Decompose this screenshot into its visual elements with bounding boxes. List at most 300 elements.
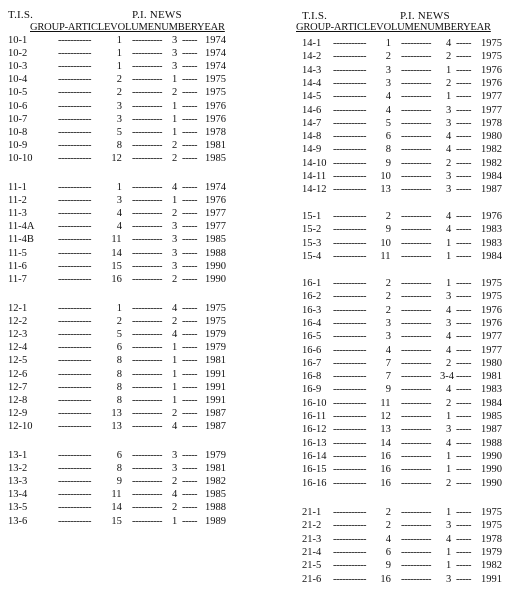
leader-dots: ----- bbox=[182, 260, 197, 272]
year-cell: 1985 bbox=[205, 152, 226, 164]
leader-dots: ---------- bbox=[132, 234, 162, 246]
leader-dots: ---------- bbox=[132, 355, 162, 367]
leader-dots: ---------- bbox=[401, 304, 431, 316]
leader-dots: ----------- bbox=[58, 208, 91, 220]
leader-dots: ----------- bbox=[58, 316, 91, 328]
leader-dots: ---------- bbox=[132, 74, 162, 86]
group-article-cell: 12-2 bbox=[8, 316, 28, 328]
year-cell: 1976 bbox=[205, 100, 226, 112]
number-cell: 3 bbox=[172, 260, 178, 272]
leader-dots: ----- bbox=[182, 48, 197, 60]
year-cell: 1991 bbox=[205, 381, 226, 393]
leader-dots: ----------- bbox=[333, 278, 366, 289]
leader-dots: ----- bbox=[182, 394, 197, 406]
number-cell: 3 bbox=[446, 424, 452, 436]
leader-dots: ----- bbox=[182, 502, 197, 514]
leader-dots: ----------- bbox=[58, 515, 91, 527]
volume-cell: 2 bbox=[385, 507, 391, 518]
leader-dots: ---------- bbox=[132, 450, 162, 461]
year-cell: 1975 bbox=[481, 51, 502, 63]
volume-cell: 5 bbox=[116, 126, 122, 138]
leader-dots: ---------- bbox=[132, 329, 162, 341]
leader-dots: ---------- bbox=[401, 278, 431, 289]
leader-dots: ----------- bbox=[333, 157, 366, 169]
number-cell: 1 bbox=[446, 546, 452, 558]
leader-dots: ---------- bbox=[401, 357, 431, 369]
leader-dots: ---------- bbox=[401, 317, 431, 329]
volume-cell: 13 bbox=[380, 424, 391, 436]
group-article-cell: 12-3 bbox=[8, 329, 28, 341]
leader-dots: ----- bbox=[456, 546, 471, 558]
number-cell: 3 bbox=[446, 317, 452, 329]
group-article-cell: 16-15 bbox=[302, 464, 327, 476]
group-article-cell: 10-9 bbox=[8, 139, 28, 151]
leader-dots: ----------- bbox=[58, 61, 91, 73]
leader-dots: ----------- bbox=[58, 381, 91, 393]
number-cell: 1 bbox=[172, 74, 178, 86]
number-cell: 2 bbox=[446, 477, 452, 489]
volume-cell: 14 bbox=[111, 247, 122, 259]
leader-dots: ----- bbox=[182, 381, 197, 393]
group-article-cell: 12-7 bbox=[8, 381, 28, 393]
number-cell: 2 bbox=[446, 397, 452, 409]
leader-dots: ----- bbox=[456, 38, 471, 49]
volume-cell: 1 bbox=[116, 182, 122, 193]
year-cell: 1976 bbox=[481, 211, 502, 222]
leader-dots: ----------- bbox=[333, 344, 366, 356]
group-article-cell: 14-12 bbox=[302, 184, 327, 196]
leader-dots: ---------- bbox=[401, 184, 431, 196]
volume-cell: 7 bbox=[385, 357, 391, 369]
leader-dots: ----- bbox=[456, 450, 471, 462]
leader-dots: ----- bbox=[182, 273, 197, 285]
group-article-cell: 10-1 bbox=[8, 35, 28, 46]
volume-cell: 16 bbox=[380, 573, 391, 585]
leader-dots: ----------- bbox=[333, 331, 366, 343]
year-cell: 1976 bbox=[481, 77, 502, 89]
group-article-cell: 16-10 bbox=[302, 397, 327, 409]
leader-dots: ----------- bbox=[333, 464, 366, 476]
group-article-cell: 21-5 bbox=[302, 560, 322, 572]
number-cell: 2 bbox=[446, 51, 452, 63]
leader-dots: ----------- bbox=[58, 463, 91, 475]
volume-cell: 8 bbox=[116, 355, 122, 367]
leader-dots: ---------- bbox=[132, 515, 162, 527]
leader-dots: ----------- bbox=[333, 477, 366, 489]
year-cell: 1987 bbox=[205, 420, 226, 432]
group-article-cell: 10-4 bbox=[8, 74, 28, 86]
leader-dots: ----------- bbox=[58, 195, 91, 207]
leader-dots: ---------- bbox=[132, 476, 162, 488]
leader-dots: ---------- bbox=[132, 407, 162, 419]
leader-dots: ----------- bbox=[58, 394, 91, 406]
right-pi-news-header: P.I. NEWS bbox=[400, 10, 450, 22]
volume-cell: 3 bbox=[116, 195, 122, 207]
year-cell: 1990 bbox=[481, 450, 502, 462]
year-cell: 1990 bbox=[205, 260, 226, 272]
leader-dots: ----- bbox=[456, 184, 471, 196]
volume-cell: 7 bbox=[385, 371, 391, 383]
volume-cell: 11 bbox=[111, 234, 122, 246]
leader-dots: ----------- bbox=[333, 450, 366, 462]
number-cell: 1 bbox=[172, 342, 178, 354]
year-cell: 1975 bbox=[205, 316, 226, 328]
group-article-cell: 14-1 bbox=[302, 38, 322, 49]
leader-dots: ---------- bbox=[132, 368, 162, 380]
group-article-cell: 21-4 bbox=[302, 546, 322, 558]
leader-dots: ---------- bbox=[401, 131, 431, 143]
volume-cell: 1 bbox=[116, 303, 122, 314]
group-article-cell: 15-4 bbox=[302, 250, 322, 262]
volume-cell: 9 bbox=[385, 560, 391, 572]
volume-cell: 6 bbox=[385, 546, 391, 558]
leader-dots: ----- bbox=[456, 464, 471, 476]
year-cell: 1987 bbox=[205, 407, 226, 419]
leader-dots: ----------- bbox=[58, 48, 91, 60]
leader-dots: ----- bbox=[456, 411, 471, 422]
year-cell: 1979 bbox=[481, 546, 502, 558]
leader-dots: ----------- bbox=[333, 573, 366, 585]
year-cell: 1974 bbox=[205, 61, 226, 73]
year-cell: 1982 bbox=[481, 560, 502, 572]
leader-dots: ----------- bbox=[333, 411, 366, 422]
leader-dots: ----- bbox=[456, 117, 471, 129]
leader-dots: ---------- bbox=[401, 117, 431, 129]
number-cell: 1 bbox=[446, 450, 452, 462]
number-cell: 2 bbox=[172, 407, 178, 419]
leader-dots: ---------- bbox=[401, 224, 431, 236]
group-article-cell: 15-1 bbox=[302, 211, 322, 222]
volume-cell: 12 bbox=[380, 411, 391, 422]
group-article-cell: 16-3 bbox=[302, 304, 322, 316]
leader-dots: ---------- bbox=[401, 397, 431, 409]
leader-dots: ---------- bbox=[401, 520, 431, 532]
leader-dots: ----- bbox=[456, 437, 471, 449]
year-cell: 1984 bbox=[481, 250, 502, 262]
group-article-cell: 11-7 bbox=[8, 273, 27, 285]
leader-dots: ---------- bbox=[401, 424, 431, 436]
group-article-cell: 11-2 bbox=[8, 195, 27, 207]
year-cell: 1976 bbox=[481, 304, 502, 316]
year-cell: 1975 bbox=[481, 520, 502, 532]
number-cell: 2 bbox=[446, 77, 452, 89]
leader-dots: ----------- bbox=[58, 234, 91, 246]
leader-dots: ---------- bbox=[132, 489, 162, 501]
leader-dots: ----------- bbox=[333, 211, 366, 222]
leader-dots: ---------- bbox=[401, 464, 431, 476]
group-article-cell: 21-3 bbox=[302, 533, 322, 545]
leader-dots: ----------- bbox=[333, 250, 366, 262]
leader-dots: ----- bbox=[182, 208, 197, 220]
leader-dots: ----------- bbox=[58, 502, 91, 514]
left-tis-header: T.I.S. bbox=[8, 9, 34, 21]
volume-cell: 13 bbox=[111, 407, 122, 419]
leader-dots: ---------- bbox=[132, 152, 162, 164]
volume-cell: 15 bbox=[111, 515, 122, 527]
leader-dots: ----------- bbox=[333, 520, 366, 532]
group-article-cell: 14-3 bbox=[302, 64, 322, 76]
year-cell: 1977 bbox=[205, 221, 226, 233]
group-article-cell: 16-9 bbox=[302, 384, 322, 396]
leader-dots: ---------- bbox=[132, 35, 162, 46]
volume-cell: 4 bbox=[385, 91, 391, 103]
volume-cell: 2 bbox=[385, 51, 391, 63]
number-cell: 3 bbox=[446, 573, 452, 585]
volume-cell: 6 bbox=[116, 450, 122, 461]
left-columns-header: GROUP-ARTICLEVOLUMENUMBERYEAR bbox=[30, 22, 225, 33]
year-cell: 1985 bbox=[481, 411, 502, 422]
year-cell: 1978 bbox=[481, 533, 502, 545]
group-article-cell: 14-11 bbox=[302, 171, 327, 182]
year-cell: 1981 bbox=[205, 463, 226, 475]
volume-cell: 16 bbox=[380, 450, 391, 462]
volume-cell: 12 bbox=[111, 152, 122, 164]
leader-dots: ----- bbox=[456, 507, 471, 518]
leader-dots: ----- bbox=[182, 126, 197, 138]
leader-dots: ----- bbox=[456, 144, 471, 156]
group-article-cell: 10-6 bbox=[8, 100, 28, 112]
year-cell: 1985 bbox=[205, 489, 226, 501]
number-cell: 2 bbox=[172, 273, 178, 285]
leader-dots: ----- bbox=[182, 476, 197, 488]
group-article-cell: 10-8 bbox=[8, 126, 28, 138]
group-article-cell: 10-5 bbox=[8, 87, 28, 99]
leader-dots: ----------- bbox=[333, 38, 366, 49]
number-cell: 3 bbox=[446, 184, 452, 196]
number-cell: 2 bbox=[172, 476, 178, 488]
leader-dots: ----- bbox=[456, 250, 471, 262]
leader-dots: ----------- bbox=[58, 355, 91, 367]
year-cell: 1991 bbox=[205, 368, 226, 380]
leader-dots: ----- bbox=[456, 224, 471, 236]
number-cell: 1 bbox=[446, 411, 452, 422]
leader-dots: ----------- bbox=[58, 182, 91, 193]
volume-cell: 9 bbox=[385, 384, 391, 396]
volume-cell: 5 bbox=[116, 329, 122, 341]
volume-cell: 3 bbox=[385, 77, 391, 89]
year-cell: 1975 bbox=[481, 291, 502, 303]
year-cell: 1975 bbox=[481, 38, 502, 49]
volume-cell: 8 bbox=[116, 394, 122, 406]
year-cell: 1984 bbox=[481, 171, 502, 182]
leader-dots: ---------- bbox=[401, 573, 431, 585]
group-article-cell: 10-3 bbox=[8, 61, 28, 73]
group-article-cell: 14-8 bbox=[302, 131, 322, 143]
leader-dots: ----- bbox=[456, 278, 471, 289]
leader-dots: ----------- bbox=[58, 221, 91, 233]
leader-dots: ----- bbox=[456, 371, 471, 383]
leader-dots: ----- bbox=[456, 560, 471, 572]
leader-dots: ---------- bbox=[401, 560, 431, 572]
leader-dots: ----------- bbox=[58, 35, 91, 46]
number-cell: 1 bbox=[172, 394, 178, 406]
leader-dots: ---------- bbox=[401, 546, 431, 558]
group-article-cell: 16-11 bbox=[302, 411, 327, 422]
number-cell: 3 bbox=[172, 234, 178, 246]
volume-cell: 8 bbox=[116, 463, 122, 475]
number-cell: 4 bbox=[446, 331, 452, 343]
leader-dots: ---------- bbox=[401, 250, 431, 262]
leader-dots: ----- bbox=[456, 317, 471, 329]
year-cell: 1976 bbox=[481, 64, 502, 76]
leader-dots: ----------- bbox=[333, 546, 366, 558]
volume-cell: 2 bbox=[116, 74, 122, 86]
year-cell: 1975 bbox=[481, 278, 502, 289]
right-tis-header: T.I.S. bbox=[302, 10, 328, 22]
group-article-cell: 12-5 bbox=[8, 355, 28, 367]
number-cell: 1 bbox=[446, 250, 452, 262]
leader-dots: ----- bbox=[456, 573, 471, 585]
number-cell: 4 bbox=[446, 344, 452, 356]
number-cell: 4 bbox=[446, 304, 452, 316]
number-cell: 4 bbox=[446, 131, 452, 143]
leader-dots: ----------- bbox=[58, 126, 91, 138]
leader-dots: ---------- bbox=[401, 331, 431, 343]
volume-cell: 10 bbox=[380, 171, 391, 182]
number-cell: 1 bbox=[446, 560, 452, 572]
volume-cell: 4 bbox=[385, 533, 391, 545]
year-cell: 1987 bbox=[481, 184, 502, 196]
leader-dots: ----------- bbox=[58, 450, 91, 461]
leader-dots: ---------- bbox=[401, 157, 431, 169]
leader-dots: ----------- bbox=[58, 368, 91, 380]
number-cell: 4 bbox=[446, 437, 452, 449]
year-cell: 1980 bbox=[481, 357, 502, 369]
leader-dots: ---------- bbox=[401, 507, 431, 518]
leader-dots: ---------- bbox=[132, 100, 162, 112]
group-article-cell: 21-6 bbox=[302, 573, 322, 585]
volume-cell: 1 bbox=[385, 38, 391, 49]
group-article-cell: 12-8 bbox=[8, 394, 28, 406]
leader-dots: ----- bbox=[456, 424, 471, 436]
number-cell: 1 bbox=[446, 91, 452, 103]
volume-cell: 8 bbox=[116, 368, 122, 380]
leader-dots: ---------- bbox=[132, 381, 162, 393]
group-article-cell: 16-4 bbox=[302, 317, 322, 329]
leader-dots: ----- bbox=[182, 450, 197, 461]
volume-cell: 4 bbox=[385, 104, 391, 116]
leader-dots: ----------- bbox=[333, 171, 366, 182]
year-cell: 1988 bbox=[481, 437, 502, 449]
leader-dots: ----------- bbox=[58, 420, 91, 432]
leader-dots: ----------- bbox=[58, 329, 91, 341]
leader-dots: ---------- bbox=[401, 38, 431, 49]
leader-dots: ----------- bbox=[333, 507, 366, 518]
number-cell: 3 bbox=[172, 463, 178, 475]
number-cell: 1 bbox=[446, 507, 452, 518]
year-cell: 1990 bbox=[481, 464, 502, 476]
leader-dots: ----------- bbox=[58, 476, 91, 488]
group-article-cell: 12-9 bbox=[8, 407, 28, 419]
leader-dots: ---------- bbox=[401, 450, 431, 462]
volume-cell: 9 bbox=[385, 224, 391, 236]
leader-dots: ---------- bbox=[401, 477, 431, 489]
leader-dots: ----------- bbox=[333, 397, 366, 409]
group-article-cell: 11-5 bbox=[8, 247, 27, 259]
volume-cell: 2 bbox=[385, 304, 391, 316]
leader-dots: ---------- bbox=[401, 371, 431, 383]
group-article-cell: 14-4 bbox=[302, 77, 322, 89]
leader-dots: ----------- bbox=[333, 560, 366, 572]
group-article-cell: 16-14 bbox=[302, 450, 327, 462]
number-cell: 2 bbox=[172, 502, 178, 514]
leader-dots: ----- bbox=[182, 87, 197, 99]
group-article-cell: 14-10 bbox=[302, 157, 327, 169]
year-cell: 1976 bbox=[481, 317, 502, 329]
leader-dots: ----------- bbox=[333, 317, 366, 329]
number-cell: 1 bbox=[172, 100, 178, 112]
volume-cell: 4 bbox=[385, 344, 391, 356]
leader-dots: ----------- bbox=[333, 64, 366, 76]
number-cell: 4 bbox=[172, 489, 178, 501]
number-cell: 4 bbox=[172, 329, 178, 341]
volume-cell: 6 bbox=[116, 342, 122, 354]
year-cell: 1974 bbox=[205, 35, 226, 46]
number-cell: 4 bbox=[446, 38, 452, 49]
number-cell: 3 bbox=[446, 117, 452, 129]
group-article-cell: 16-5 bbox=[302, 331, 322, 343]
volume-cell: 11 bbox=[380, 250, 391, 262]
volume-cell: 5 bbox=[385, 117, 391, 129]
leader-dots: ---------- bbox=[132, 463, 162, 475]
leader-dots: ----------- bbox=[333, 237, 366, 249]
leader-dots: ----- bbox=[456, 533, 471, 545]
leader-dots: ----- bbox=[456, 344, 471, 356]
group-article-cell: 16-12 bbox=[302, 424, 327, 436]
year-cell: 1984 bbox=[481, 397, 502, 409]
year-cell: 1977 bbox=[481, 91, 502, 103]
number-cell: 1 bbox=[172, 381, 178, 393]
group-article-cell: 16-8 bbox=[302, 371, 322, 383]
leader-dots: ----------- bbox=[333, 144, 366, 156]
number-cell: 3 bbox=[172, 221, 178, 233]
leader-dots: ---------- bbox=[132, 260, 162, 272]
year-cell: 1991 bbox=[205, 394, 226, 406]
number-cell: 1 bbox=[172, 368, 178, 380]
leader-dots: ---------- bbox=[132, 182, 162, 193]
group-article-cell: 13-3 bbox=[8, 476, 28, 488]
leader-dots: ---------- bbox=[132, 303, 162, 314]
group-article-cell: 13-2 bbox=[8, 463, 28, 475]
volume-cell: 4 bbox=[116, 208, 122, 220]
leader-dots: ----------- bbox=[333, 357, 366, 369]
number-cell: 1 bbox=[172, 355, 178, 367]
leader-dots: ----------- bbox=[333, 304, 366, 316]
leader-dots: ----------- bbox=[333, 437, 366, 449]
volume-cell: 16 bbox=[111, 273, 122, 285]
number-cell: 1 bbox=[446, 237, 452, 249]
number-cell: 4 bbox=[172, 420, 178, 432]
leader-dots: ----------- bbox=[333, 224, 366, 236]
leader-dots: ---------- bbox=[401, 77, 431, 89]
leader-dots: ----- bbox=[182, 342, 197, 354]
year-cell: 1977 bbox=[481, 104, 502, 116]
leader-dots: ----- bbox=[182, 489, 197, 501]
leader-dots: ---------- bbox=[132, 502, 162, 514]
volume-cell: 9 bbox=[116, 476, 122, 488]
volume-cell: 3 bbox=[116, 113, 122, 125]
number-cell: 1 bbox=[172, 126, 178, 138]
leader-dots: ---------- bbox=[132, 342, 162, 354]
group-article-cell: 14-2 bbox=[302, 51, 322, 63]
year-cell: 1983 bbox=[481, 384, 502, 396]
number-cell: 3 bbox=[446, 520, 452, 532]
volume-cell: 1 bbox=[116, 61, 122, 73]
year-cell: 1980 bbox=[481, 131, 502, 143]
volume-cell: 16 bbox=[380, 477, 391, 489]
volume-cell: 8 bbox=[385, 144, 391, 156]
leader-dots: ---------- bbox=[401, 211, 431, 222]
